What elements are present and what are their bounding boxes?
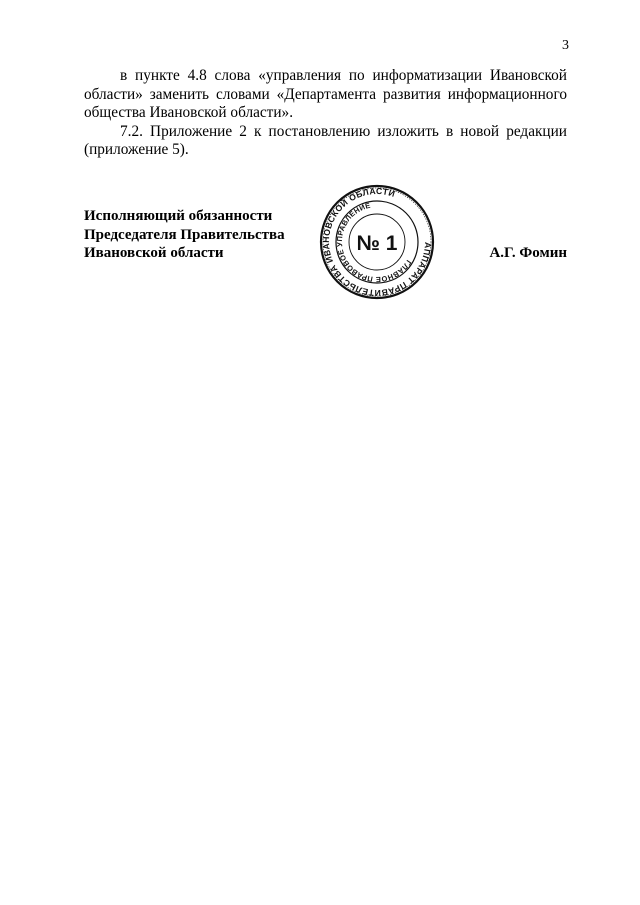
signatory-position: [84, 207, 285, 263]
signatory-position-line-3: Ивановской области: [84, 245, 224, 261]
signatory-position-line-2: Председателя Правительства: [84, 226, 285, 243]
paragraph-amendment-4-8: в пункте 4.8 слова «управления по информатизации Ивановской области» заменить словами «Департамента развития информационного общества Ивановской области».: [84, 67, 567, 121]
page-number: 3: [562, 38, 569, 53]
seal-inner-text: ГЛАВНОЕ ПРАВОВОЕ УПРАВЛЕНИЕ: [334, 200, 414, 285]
paragraph-amendment-7-2: 7.2. Приложение 2 к постановлению изложить в новой редакции (приложение 5).: [84, 122, 567, 158]
signatory-name: А.Г. Фомин: [489, 245, 567, 261]
seal-outer-text: АППАРАТ ПРАВИТЕЛЬСТВА ИВАНОВСКОЙ ОБЛАСТИ: [320, 185, 434, 299]
official-seal-graphic: [319, 184, 435, 300]
seal-center-number: № 1: [356, 232, 398, 255]
signatory-position-line-1: Исполняющий обязанности: [84, 208, 273, 224]
official-seal: [319, 184, 435, 300]
document-body: [84, 67, 567, 160]
